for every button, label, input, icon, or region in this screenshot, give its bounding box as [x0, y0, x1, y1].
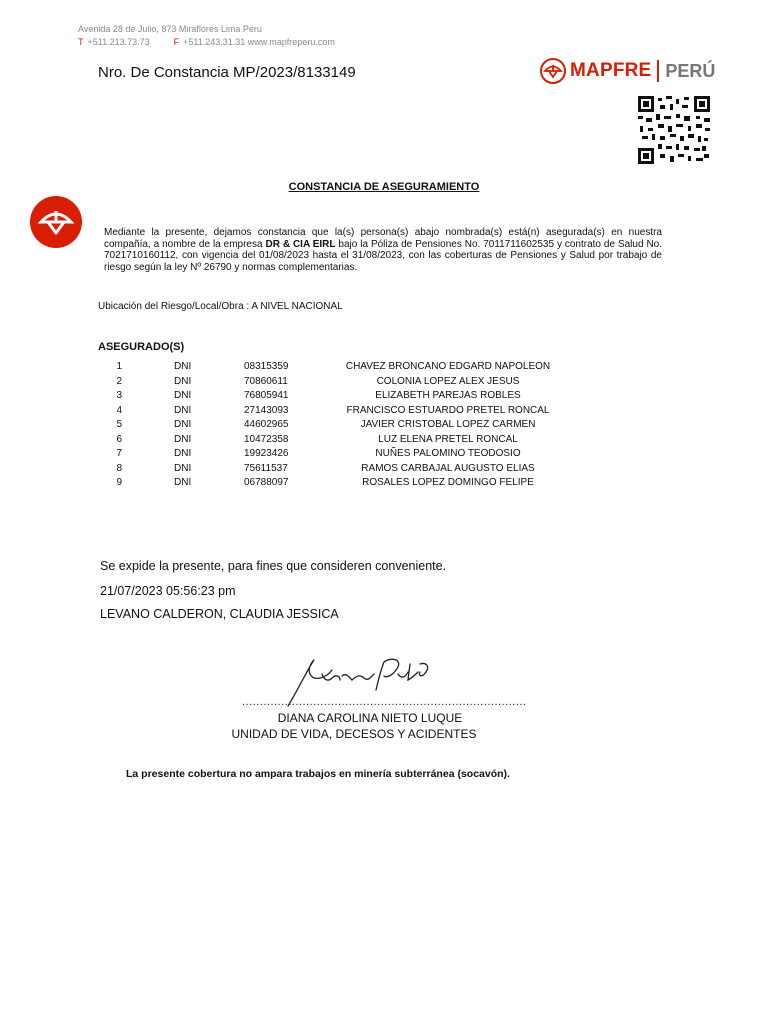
- insured-doc-type: DNI: [174, 462, 192, 474]
- issued-by: LEVANO CALDERON, CLAUDIA JESSICA: [100, 607, 339, 621]
- insured-table: [98, 361, 598, 492]
- insured-doc-id: 08315359: [244, 361, 289, 372]
- insured-name: LUZ ELENA PRETEL RONCAL: [378, 433, 518, 445]
- brand-divider: [657, 60, 659, 82]
- insured-number: 7: [116, 448, 122, 459]
- brand-name: MAPFRE: [570, 60, 652, 81]
- mapfre-emblem-icon: [540, 58, 566, 84]
- company-name: DR & CIA EIRL: [265, 238, 336, 250]
- insured-row: [98, 448, 598, 463]
- brand-country: PERÚ: [665, 60, 716, 81]
- insured-doc-id: 44602965: [244, 419, 289, 430]
- insured-doc-id: 75611537: [244, 462, 288, 474]
- insured-name: ELIZABETH PAREJAS ROBLES: [375, 390, 521, 401]
- insured-number: 6: [116, 433, 122, 445]
- insured-name: JAVIER CRISTOBAL LOPEZ CARMEN: [360, 419, 536, 430]
- insured-row: [98, 390, 598, 405]
- insured-heading: ASEGURADO(S): [98, 341, 185, 353]
- signer-name: DIANA CAROLINA NIETO LUQUE: [277, 711, 463, 725]
- insured-name: RAMOS CARBAJAL AUGUSTO ELIAS: [361, 462, 535, 474]
- insured-row: [98, 361, 598, 376]
- contact-line: [78, 37, 335, 47]
- insured-row: [98, 477, 598, 492]
- insured-name: ROSALES LOPEZ DOMINGO FELIPE: [362, 477, 534, 488]
- insured-row: [98, 463, 598, 478]
- insured-number: 2: [116, 375, 122, 387]
- insured-doc-type: DNI: [174, 390, 192, 401]
- certification-paragraph: [104, 227, 662, 273]
- insured-number: 3: [116, 390, 122, 401]
- qr-code-icon: [638, 96, 710, 164]
- insured-name: CHAVEZ BRONCANO EDGARD NAPOLEON: [345, 361, 551, 372]
- insured-doc-id: 27143093: [244, 404, 289, 416]
- insured-doc-id: 76805941: [244, 390, 289, 401]
- insured-number: 4: [116, 404, 122, 416]
- insured-row: [98, 434, 598, 449]
- tel-label: T: [78, 37, 84, 47]
- insured-doc-id: 70860611: [244, 375, 288, 387]
- paragraph-intro: Mediante la presente, dejamos constancia que la(s) persona(s) abajo nombrada(s) está(n) asegurada(s) en nuestra compañía, a nombre de la empresa: [104, 227, 662, 250]
- insured-row: [98, 376, 598, 391]
- insured-name: NUÑES PALOMINO TEODOSIO: [375, 448, 521, 459]
- insured-name: FRANCISCO ESTUARDO PRETEL RONCAL: [346, 404, 550, 416]
- insured-number: 5: [116, 419, 122, 430]
- insured-doc-type: DNI: [174, 404, 192, 416]
- paragraph-details: bajo la Póliza de Pensiones No. 7011711602535 y contrato de Salud No. 7021710160112, con vigencia del 01/08/2023 hasta el 31/08/2023, con las coberturas de Pensiones y Salud por trabajo de riesgo según la ley Nº 26790 y normas complementarias.: [104, 238, 662, 273]
- document-title: CONSTANCIA DE ASEGURAMIENTO: [288, 181, 480, 193]
- tel-value: +511.213.73.73: [87, 37, 150, 47]
- insured-doc-id: 06788097: [244, 477, 289, 488]
- insured-doc-type: DNI: [174, 361, 192, 372]
- insured-doc-type: DNI: [174, 433, 192, 445]
- insured-doc-type: DNI: [174, 477, 192, 488]
- brand-logo: [540, 58, 715, 84]
- insured-number: 8: [116, 462, 122, 474]
- insured-doc-id: 10472358: [244, 433, 289, 445]
- insured-number: 1: [116, 361, 122, 372]
- signer-unit: UNIDAD DE VIDA, DECESOS Y ACIDENTES: [231, 727, 477, 741]
- company-address: Avenida 28 de Julio, 873 Miraflores Lima Peru: [78, 24, 262, 34]
- closing-statement: Se expide la presente, para fines que consideren conveniente.: [100, 559, 447, 573]
- coverage-exclusion-note: La presente cobertura no ampara trabajos en minería subterránea (socavón).: [126, 768, 510, 780]
- issue-datetime: 21/07/2023 05:56:23 pm: [100, 584, 236, 598]
- insured-doc-id: 19923426: [244, 448, 289, 459]
- certificate-number: Nro. De Constancia MP/2023/8133149: [98, 64, 356, 81]
- signature-line: ................................................................................: [242, 696, 527, 708]
- mapfre-side-emblem-icon: [30, 196, 82, 248]
- risk-location: Ubicación del Riesgo/Local/Obra : A NIVEL NACIONAL: [98, 301, 343, 312]
- insured-name: COLONIA LOPEZ ALEX JESUS: [376, 375, 520, 387]
- insured-row: [98, 419, 598, 434]
- insured-doc-type: DNI: [174, 448, 192, 459]
- insured-row: [98, 405, 598, 420]
- insured-doc-type: DNI: [174, 419, 192, 430]
- insured-doc-type: DNI: [174, 375, 192, 387]
- fax-value: +511.243.31.31 www.mapfreperu.com: [183, 37, 335, 47]
- insured-number: 9: [116, 477, 122, 488]
- fax-label: F: [173, 37, 180, 47]
